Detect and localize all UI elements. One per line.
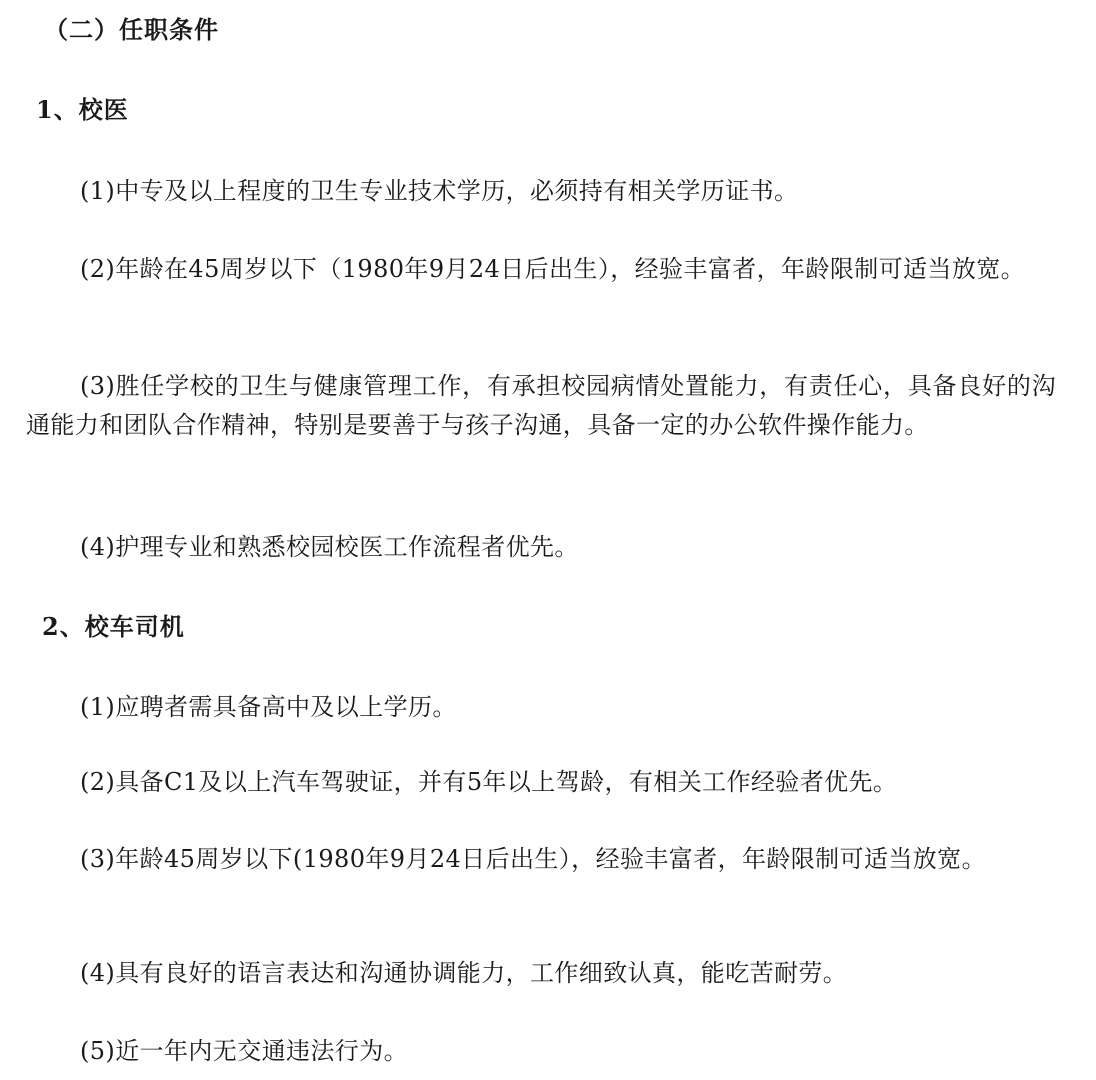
requirement-item: (1)应聘者需具备高中及以上学历。 <box>80 693 457 721</box>
requirement-item: (4)护理专业和熟悉校园校医工作流程者优先。 <box>80 533 579 561</box>
requirement-item: (2)年龄在45周岁以下（1980年9月24日后出生），经验丰富者，年龄限制可适当放宽。 <box>80 255 1026 283</box>
requirement-item: (1)中专及以上程度的卫生专业技术学历，必须持有相关学历证书。 <box>80 177 799 205</box>
requirement-item: (2)具备C1及以上汽车驾驶证，并有5年以上驾龄，有相关工作经验者优先。 <box>80 768 898 796</box>
requirement-item: (4)具有良好的语言表达和沟通协调能力，工作细致认真，能吃苦耐劳。 <box>80 959 848 987</box>
requirement-item: (3)年龄45周岁以下(1980年9月24日后出生），经验丰富者，年龄限制可适当放宽。 <box>80 845 986 873</box>
requirement-item: (5)近一年内无交通违法行为。 <box>80 1037 408 1065</box>
group-heading-school-doctor: 1、校医 <box>36 95 129 124</box>
section-title: （二）任职条件 <box>44 15 219 44</box>
group-heading-bus-driver: 2、校车司机 <box>42 612 185 641</box>
requirement-item: (3)胜任学校的卫生与健康管理工作，有承担校园病情处置能力，有责任心，具备良好的沟通能力和团队合作精神，特别是要善于与孩子沟通，具备一定的办公软件操作能力。 <box>26 372 1056 439</box>
